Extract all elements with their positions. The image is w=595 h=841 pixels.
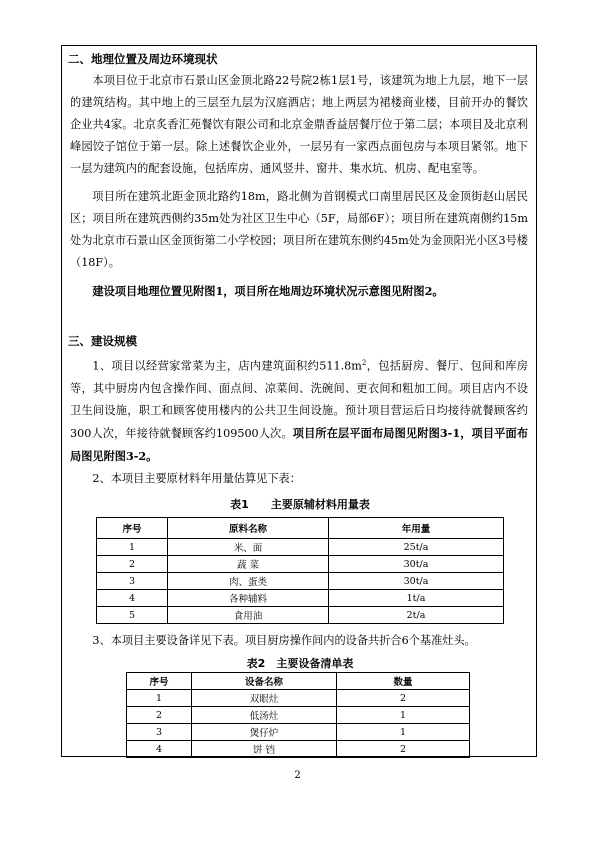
table-cell: 4 (127, 741, 192, 758)
table-1-caption: 表1 主要原辅材料用量表 (230, 498, 370, 511)
table-cell: 2t/a (329, 607, 504, 624)
table-row (127, 690, 470, 707)
column-header-quantity: 数量 (337, 673, 470, 690)
column-header-material: 原料名称 (168, 518, 329, 539)
table-cell: 4 (97, 590, 168, 607)
document-frame (61, 45, 537, 757)
table-cell: 30t/a (329, 556, 504, 573)
table-row (127, 724, 470, 741)
table-cell: 双眼灶 (192, 690, 337, 707)
table-cell: 1 (337, 707, 470, 724)
section-2-body (62, 70, 536, 302)
table-cell: 1 (127, 690, 192, 707)
table-row (97, 590, 504, 607)
table-cell: 2 (337, 690, 470, 707)
table-header-row (97, 518, 504, 539)
column-header-index: 序号 (97, 518, 168, 539)
table-cell: 2 (97, 556, 168, 573)
scale-text-post: ，包括厨房、餐厅、包间和库房等，其中厨房内包含操作间、面点间、凉菜间、洗碗间、更衣间和粗加工间。项目店内不设卫生间设施，职工和顾客使用楼内的公共卫生间设施。预计项目营运后日均接待就餐顾客约300人次，年接待就餐顾客约109500人次。 (70, 359, 528, 440)
table-cell: 各种辅料 (168, 590, 329, 607)
scale-text-pre: 1、项目以经营家常菜为主，店内建筑面积约511.8m (92, 359, 362, 373)
section-3-body (62, 352, 536, 490)
equipment-intro-block (62, 630, 536, 652)
surroundings-paragraph: 项目所在建筑北距金顶北路约18m，路北侧为首钢模式口南里居民区及金顶街赵山居民区；项目所在建筑西侧约35m处为社区卫生中心（5F，局部6F）；项目所在建筑南侧约15m处为北京市石景山区金顶街第二小学校园；项目所在建筑东侧约45m处为金顶阳光小区3号楼（18F）。 (70, 190, 528, 269)
table-cell: 1 (337, 724, 470, 741)
table-cell: 5 (97, 607, 168, 624)
table-row (127, 707, 470, 724)
table-cell: 低汤灶 (192, 707, 337, 724)
area-unit-superscript: 2 (361, 359, 367, 367)
section-3-heading: 三、建设规模 (68, 334, 137, 348)
table-cell: 2 (337, 741, 470, 758)
column-header-index: 序号 (127, 673, 192, 690)
table-cell: 饼 铛 (192, 741, 337, 758)
section-2-heading: 二、地理位置及周边环境现状 (68, 52, 218, 66)
table-cell: 30t/a (329, 573, 504, 590)
table-cell: 蔬 菜 (168, 556, 329, 573)
table-row (97, 539, 504, 556)
scale-paragraph (70, 352, 528, 468)
table-cell: 1t/a (329, 590, 504, 607)
materials-table (96, 517, 504, 624)
page-number: 2 (294, 770, 301, 781)
equipment-table (126, 672, 470, 758)
equipment-intro: 3、本项目主要设备详见下表。项目厨房操作间内的设备共折合6个基准灶头。 (92, 634, 476, 647)
location-paragraph: 本项目位于北京市石景山区金顶北路22号院2栋1层1号，该建筑为地上九层，地下一层的建筑结构。其中地上的三层至九层为汉庭酒店；地上两层为裙楼商业楼，目前开办的餐饮企业共4家。北京炙香汇苑餐饮有限公司和北京金鼎香益居餐厅位于第二层；本项目及北京利峰园饺子馆位于第一层。除上述餐饮企业外，一层另有一家西点面包房与本项目紧邻。地下一层为建筑内的配套设施，包括库房、通风竖井、窗井、集水坑、机房、配电室等。 (70, 74, 528, 175)
table-cell: 煲仔炉 (192, 724, 337, 741)
table-row (97, 556, 504, 573)
layout-figure-reference: 项目所在层平面布局图见附图3-1，项目平面布局图见附图3-2。 (70, 425, 529, 463)
table-header-row (127, 673, 470, 690)
table-cell: 2 (127, 707, 192, 724)
table-cell: 25t/a (329, 539, 504, 556)
table-cell: 1 (97, 539, 168, 556)
table-row (97, 607, 504, 624)
column-header-equipment: 设备名称 (192, 673, 337, 690)
table-cell: 3 (97, 573, 168, 590)
table-cell: 米、面 (168, 539, 329, 556)
table-cell: 肉、蛋类 (168, 573, 329, 590)
figure-reference-paragraph: 建设项目地理位置见附图1，项目所在地周边环境状况示意图见附图2。 (92, 284, 444, 298)
table-row (97, 573, 504, 590)
column-header-annual-usage: 年用量 (329, 518, 504, 539)
materials-intro: 2、本项目主要原材料年用量估算见下表： (92, 471, 301, 485)
table-2-caption: 表2 主要设备清单表 (246, 657, 354, 670)
table-cell: 3 (127, 724, 192, 741)
table-row (127, 741, 470, 758)
table-cell: 食用油 (168, 607, 329, 624)
